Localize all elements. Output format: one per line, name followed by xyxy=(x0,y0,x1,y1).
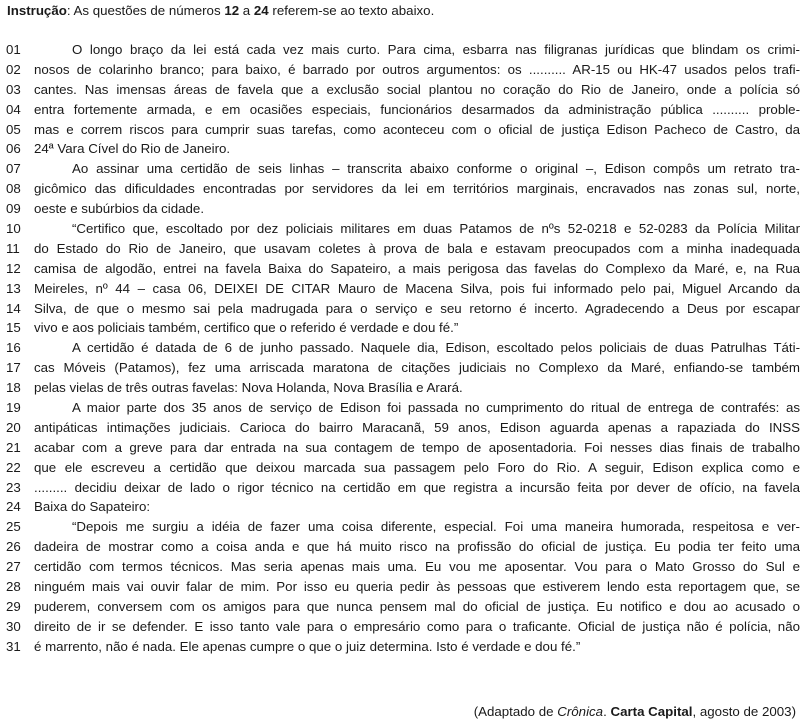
line-text: gicômico das dificuldades encontradas por servidores da lei em territórios marginais, encravados nas zonas sul, norte, xyxy=(34,181,800,197)
question-from: 12 xyxy=(224,3,240,18)
line-number: 12 xyxy=(6,260,21,276)
line-number: 16 xyxy=(6,340,21,356)
source-section: Crônica xyxy=(557,704,604,719)
text-line xyxy=(0,458,807,478)
source-publication: Carta Capital xyxy=(610,704,693,719)
line-number: 30 xyxy=(6,618,21,634)
line-number: 19 xyxy=(6,400,21,416)
text-line xyxy=(0,159,807,179)
line-text: dadeira de mostrar como a coisa anda e que há muito risco na profissão do oficial de justiça. Eu podia ter feito uma xyxy=(34,539,800,555)
instruction-label: Instrução xyxy=(7,3,67,18)
line-text: cantes. Nas imensas áreas de favela que a exclusão social plantou no coração do Rio de Janeiro, onde a polícia só xyxy=(34,81,800,97)
line-number: 15 xyxy=(6,320,21,336)
text-line xyxy=(0,557,807,577)
text-line xyxy=(0,597,807,617)
line-text: puderem, conversem com os amigos para que nunca pensem mal do oficial de justiça. Eu notifico e dou ao acusado o xyxy=(34,598,800,614)
line-number: 26 xyxy=(6,539,21,555)
line-text: Baixa do Sapateiro: xyxy=(34,499,151,515)
source-close: , agosto de 2003) xyxy=(692,704,796,719)
line-number: 25 xyxy=(6,519,21,535)
line-text: antipáticas intimações judiciais. Carioca do bairro Maracanã, 59 anos, Edison aguarda apenas a rapaziada do INSS xyxy=(34,419,800,435)
line-text: pelas vielas de três outras favelas: Nova Holanda, Nova Brasília e Arará. xyxy=(34,380,463,396)
text-line xyxy=(0,318,807,338)
text-line xyxy=(0,438,807,458)
line-text: cas Móveis (Patamos), fez uma arriscada maratona de citações judiciais no Complexo da Maré, enfiando-se também xyxy=(34,360,800,376)
text-line xyxy=(0,139,807,159)
line-text: “Depois me surgiu a idéia de fazer uma coisa diferente, especial. Foi uma maneira humorada, respeitosa e ver- xyxy=(72,519,800,535)
text-line xyxy=(0,179,807,199)
line-number: 08 xyxy=(6,181,21,197)
line-number: 01 xyxy=(6,42,21,57)
text-line xyxy=(0,418,807,438)
line-number: 20 xyxy=(6,419,21,435)
instruction-line xyxy=(7,3,434,18)
text-line xyxy=(0,279,807,299)
text-line xyxy=(0,617,807,637)
text-line xyxy=(0,637,807,657)
line-text: entra fortemente armada, e em ocasiões especiais, funcionários desarmados da administração pública .......... proble- xyxy=(34,101,800,117)
line-number: 10 xyxy=(6,221,21,237)
text-line xyxy=(0,40,807,60)
line-number: 29 xyxy=(6,598,21,614)
line-number: 09 xyxy=(6,201,21,217)
text-line xyxy=(0,497,807,517)
source-citation xyxy=(474,704,796,719)
line-number: 11 xyxy=(6,240,20,256)
line-number: 27 xyxy=(6,559,21,575)
line-number: 31 xyxy=(6,638,21,654)
line-text: do Estado do Rio de Janeiro, que usavam coletes à prova de bala e estavam preocupados com a minha inadequada xyxy=(34,240,800,256)
line-text: 24ª Vara Cível do Rio de Janeiro. xyxy=(34,141,231,157)
line-text: “Certifico que, escoltado por dez policiais militares em duas Patamos de nºs 52-0218 e 52-0283 da Polícia Militar xyxy=(72,221,800,237)
line-number: 28 xyxy=(6,579,21,595)
instruction-connector: a xyxy=(239,3,254,18)
text-line xyxy=(0,80,807,100)
line-number: 23 xyxy=(6,479,21,495)
line-number: 02 xyxy=(6,61,21,77)
line-text: direito de ir se defender. E isso tanto vale para o empresário como para o traficante. Oficial de justiça não é polícia, não xyxy=(34,618,800,634)
line-text: ......... decidiu deixar de lado o rigor técnico na certidão em que registra a incursão feita por dever de ofício, na favela xyxy=(34,479,800,495)
line-text: oeste e subúrbios da cidade. xyxy=(34,201,205,217)
line-number: 21 xyxy=(6,439,21,455)
text-line xyxy=(0,120,807,140)
text-line xyxy=(0,358,807,378)
text-line xyxy=(0,199,807,219)
instruction-suffix: referem-se ao texto abaixo. xyxy=(268,3,435,18)
line-number: 24 xyxy=(6,499,21,515)
line-text: A certidão é datada de 6 de junho passado. Naquele dia, Edison, escoltado pelos policiais de duas Patrulhas Táti- xyxy=(72,340,800,356)
source-open: (Adaptado de xyxy=(473,704,558,719)
source-sep: . xyxy=(603,704,611,719)
line-text: camisa de algodão, entrei na favela Baixa do Sapateiro, a mais perigosa das favelas do Complexo da Maré, e, na Rua xyxy=(34,260,800,276)
instruction-prefix: : As questões de números xyxy=(66,3,225,18)
text-line xyxy=(0,378,807,398)
text-line xyxy=(0,100,807,120)
text-line xyxy=(0,259,807,279)
line-text: é marrento, não é nada. Ele apenas cumpre o que o juiz determina. Isto é verdade e dou fé.” xyxy=(34,638,581,654)
text-line xyxy=(0,239,807,259)
line-number: 03 xyxy=(6,81,21,97)
line-number: 04 xyxy=(6,101,21,117)
line-text: ninguém mais vai ouvir falar de mim. Por isso eu queria pedir às pessoas que estiverem lendo esta reportagem que, se xyxy=(34,579,800,595)
line-number: 18 xyxy=(6,380,21,396)
line-text: certidão com termos técnicos. Mas seria apenas mais uma. Eu vou me aposentar. Vou para o Mato Grosso do Sul e xyxy=(34,559,800,575)
text-line xyxy=(0,398,807,418)
line-number: 14 xyxy=(6,300,21,316)
line-number: 13 xyxy=(6,280,21,296)
line-text: A maior parte dos 35 anos de serviço de Edison foi passada no cumprimento do ritual de entrega de contrafés: as xyxy=(72,400,800,416)
line-number: 06 xyxy=(6,141,21,157)
line-number: 22 xyxy=(6,459,21,475)
line-text: nosos de colarinho branco; para baixo, é barrado por outros argumentos: os .......... AR-15 ou HK-47 usados pelos trafi- xyxy=(34,61,800,77)
text-line xyxy=(0,299,807,319)
text-line xyxy=(0,537,807,557)
text-line xyxy=(0,338,807,358)
numbered-text xyxy=(0,40,807,657)
line-number: 07 xyxy=(6,161,21,177)
line-text: O longo braço da lei está cada vez mais curto. Para cima, esbarra nas filigranas jurídicas que blindam os crimi- xyxy=(72,42,800,57)
line-text: Silva, de que o mesmo sai pela madrugada para o serviço e seu retorno é incerto. Agradecendo a Deus por escapar xyxy=(34,300,800,316)
line-text: vivo e aos policiais também, certifico que o referido é verdade e dou fé.” xyxy=(34,320,459,336)
text-line xyxy=(0,60,807,80)
question-to: 24 xyxy=(253,3,269,18)
line-number: 17 xyxy=(6,360,21,376)
line-text: mas e correm riscos para cumprir suas tarefas, como aconteceu com o oficial de justiça Edison Pacheco de Castro, da xyxy=(34,121,800,137)
line-text: que ele escreveu a certidão que deixou marcada sua passagem pelo Foro do Rio. A seguir, Edison explica como e xyxy=(34,459,800,475)
text-line xyxy=(0,219,807,239)
line-text: Meireles, nº 44 – casa 06, DEIXEI DE CITAR Mauro de Macena Silva, pois fui informado pelo pai, Miguel Arcando da xyxy=(34,280,800,296)
text-line xyxy=(0,577,807,597)
text-line xyxy=(0,478,807,498)
text-line xyxy=(0,517,807,537)
line-text: Ao assinar uma certidão de seis linhas – transcrita abaixo conforme o original –, Edison compôs um retrato tra- xyxy=(72,161,800,177)
line-number: 05 xyxy=(6,121,21,137)
line-text: acabar com a greve para dar entrada na sua contagem de tempo de aposentadoria. Foi nesses dias finais de trabalho xyxy=(34,439,800,455)
